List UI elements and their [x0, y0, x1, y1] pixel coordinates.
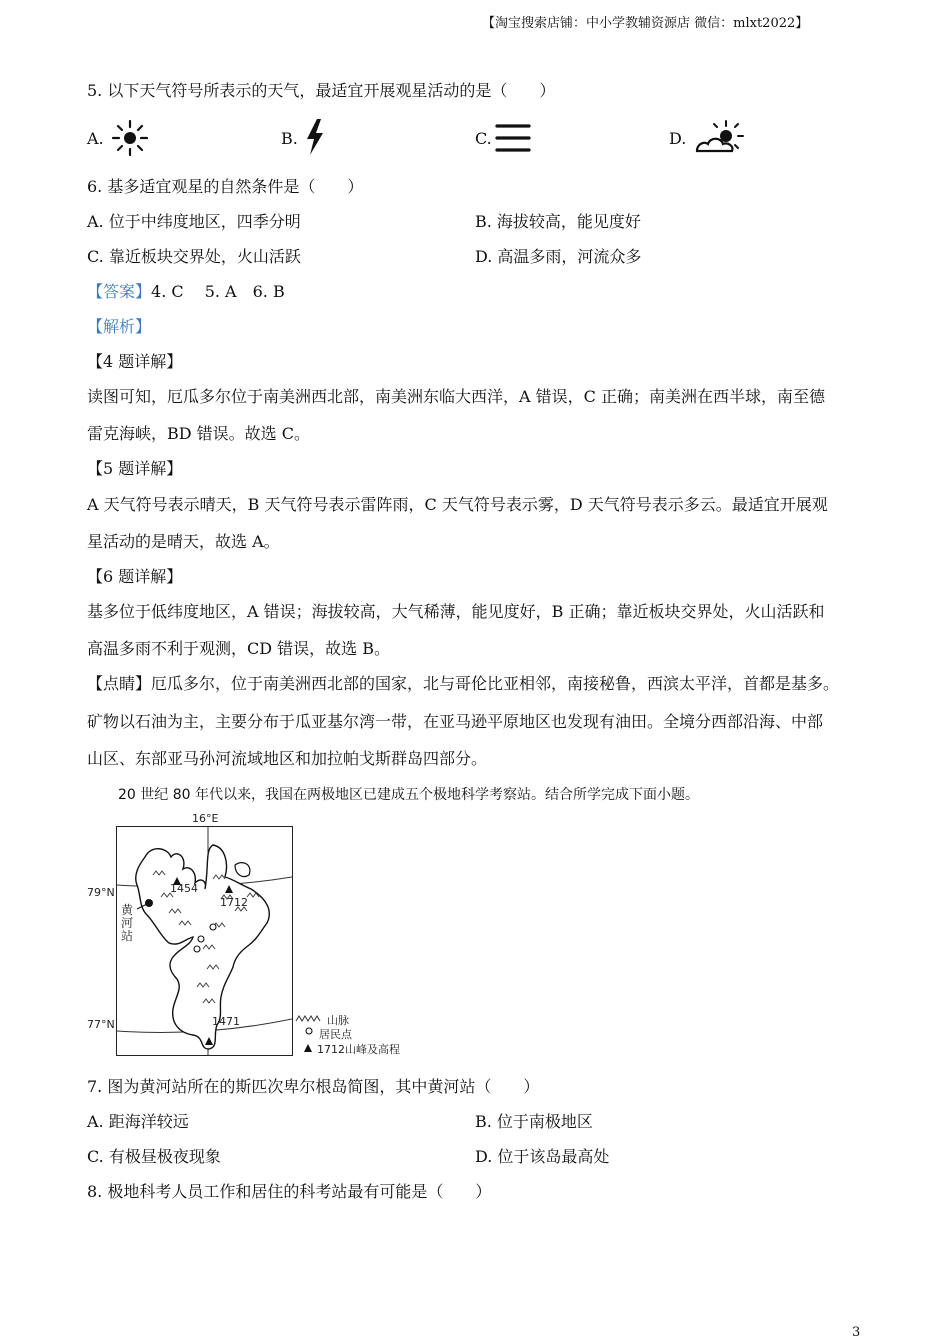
- answer-tag: 【答案】: [87, 282, 152, 301]
- detail-4-title: 【4 题详解】: [87, 352, 183, 371]
- q7-option-a: A. 距海洋较远: [87, 1112, 189, 1131]
- detail-4-line-2: 雷克海峡，BD 错误。故选 C。: [87, 424, 311, 443]
- q8-stem: 8. 极地科考人员工作和居住的科考站最有可能是（ ）: [87, 1182, 492, 1201]
- detail-4-line-1: 读图可知，厄瓜多尔位于南美洲西北部，南美洲东临大西洋，A 错误，C 正确；南美洲在西半球，南至德: [87, 387, 825, 406]
- peak-label-1454: 1454: [170, 882, 198, 895]
- page-number: 3: [852, 1325, 861, 1340]
- q6-option-b: B. 海拔较高，能见度好: [475, 212, 641, 231]
- q7-stem: 7. 图为黄河站所在的斯匹次卑尔根岛简图，其中黄河站（ ）: [87, 1077, 540, 1096]
- q6-option-d: D. 高温多雨，河流众多: [475, 247, 642, 266]
- peak-label-1712: 1712: [220, 896, 248, 909]
- answer-text: 4. C 5. A 6. B: [151, 282, 285, 301]
- q5-option-b-label: B.: [281, 129, 298, 148]
- tip-line-1: 【点睛】厄瓜多尔，位于南美洲西北部的国家，北与哥伦比亚相邻，南接秘鲁，西滨太平洋，首都是基多。: [87, 674, 840, 693]
- page-header: 【淘宝搜索店铺：中小学教辅资源店 微信：mlxt2022】: [482, 16, 809, 31]
- answer-line: [87, 281, 285, 303]
- q7-option-b: B. 位于南极地区: [475, 1112, 593, 1131]
- q6-option-c: C. 靠近板块交界处，火山活跃: [87, 247, 301, 266]
- legend-settlement: 居民点: [319, 1028, 352, 1041]
- svalbard-map: [116, 826, 293, 1056]
- q5-option-d-label: D.: [669, 129, 687, 148]
- detail-6-title: 【6 题详解】: [87, 567, 183, 586]
- map-lat-top-label: 79°N: [87, 886, 115, 899]
- cloudy-icon: [694, 118, 746, 156]
- lightning-icon: [303, 117, 327, 157]
- peak-legend-icon: [303, 1043, 313, 1053]
- q7-option-d: D. 位于该岛最高处: [475, 1147, 610, 1166]
- q7-option-c: C. 有极昼极夜现象: [87, 1147, 221, 1166]
- detail-5-title: 【5 题详解】: [87, 459, 183, 478]
- legend-peak: 1712山峰及高程: [317, 1043, 400, 1056]
- detail-6-line-2: 高温多雨不利于观测，CD 错误，故选 B。: [87, 639, 391, 658]
- detail-5-line-2: 星活动的是晴天，故选 A。: [87, 532, 280, 551]
- q6-option-a: A. 位于中纬度地区，四季分明: [87, 212, 301, 231]
- settlement-legend-icon: [304, 1026, 314, 1036]
- station-label: 黄河站: [121, 903, 134, 943]
- group-intro: 20 世纪 80 年代以来，我国在两极地区已建成五个极地科学考察站。结合所学完成下面小题。: [118, 787, 699, 803]
- legend-mountain: 山脉: [327, 1014, 349, 1027]
- fog-icon: [494, 121, 532, 155]
- tip-line-3: 山区、东部亚马孙河流域地区和加拉帕戈斯群岛四部分。: [87, 749, 488, 768]
- map-lat-bottom-label: 77°N: [87, 1018, 115, 1031]
- map-drawing: [117, 827, 292, 1055]
- sun-icon: [110, 118, 150, 158]
- q5-option-a-label: A.: [87, 129, 104, 148]
- q6-stem: 6. 基多适宜观星的自然条件是（ ）: [87, 177, 364, 196]
- analysis-tag: 【解析】: [87, 317, 152, 336]
- q5-option-c-label: C.: [475, 129, 492, 148]
- tip-line-2: 矿物以石油为主，主要分布于瓜亚基尔湾一带，在亚马逊平原地区也发现有油田。全境分西部沿海、中部: [87, 712, 824, 731]
- map-meridian-label: 16°E: [192, 812, 219, 825]
- detail-6-line-1: 基多位于低纬度地区，A 错误；海拔较高，大气稀薄，能见度好，B 正确；靠近板块交界处，火山活跃和: [87, 602, 825, 621]
- peak-label-1471: 1471: [212, 1015, 240, 1028]
- q5-stem: 5. 以下天气符号所表示的天气，最适宜开展观星活动的是（ ）: [87, 81, 556, 100]
- detail-5-line-1: A 天气符号表示晴天，B 天气符号表示雷阵雨，C 天气符号表示雾，D 天气符号表示多云。最适宜开展观: [87, 495, 828, 514]
- mountain-legend-icon: [295, 1013, 323, 1023]
